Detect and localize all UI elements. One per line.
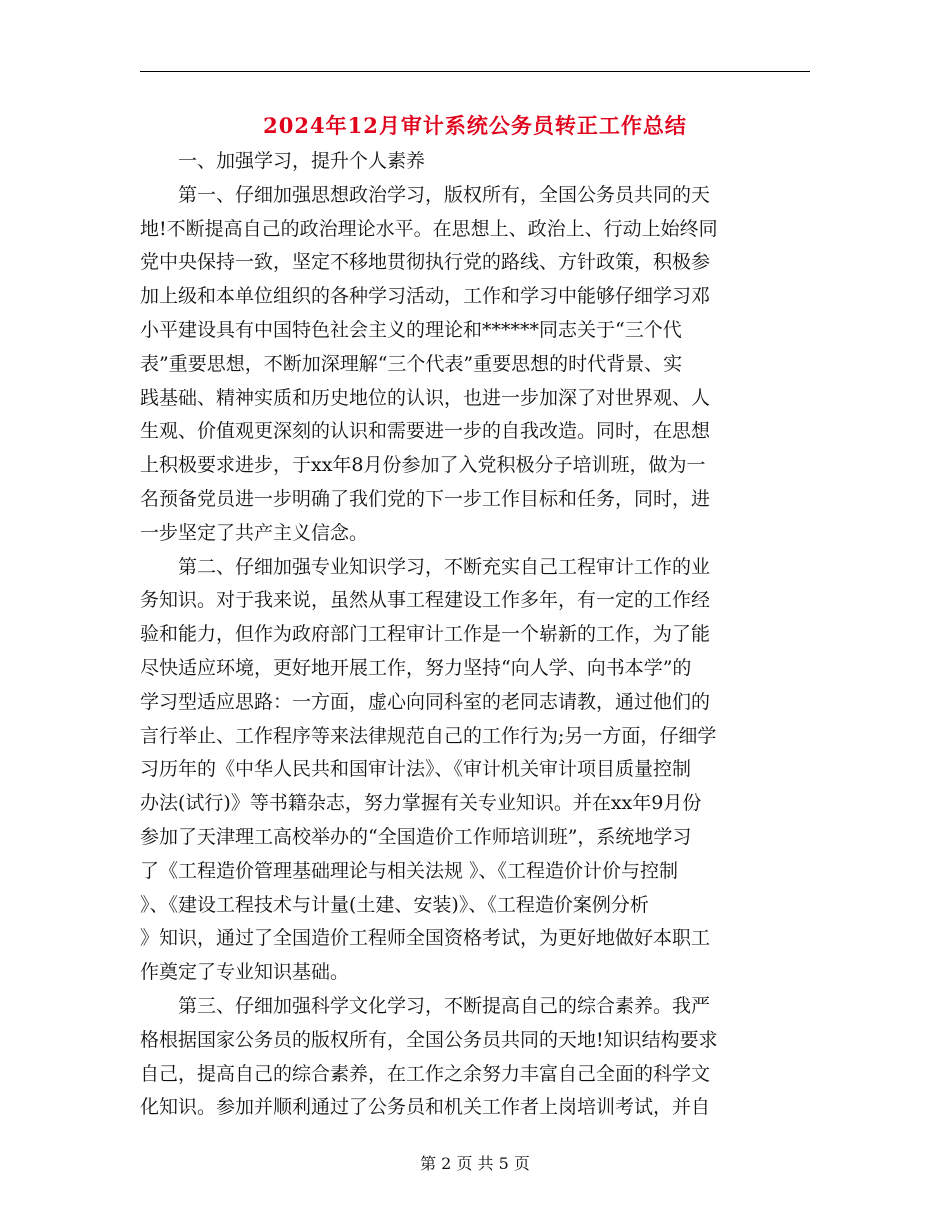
text-line: 尽快适应环境，更好地开展工作，努力坚持“向人学、向书本学”的	[140, 656, 692, 679]
text-line: 作奠定了专业知识基础。	[140, 961, 350, 984]
text-line: 自己，提高自己的综合素养，在工作之余努力丰富自己全面的科学文	[140, 1062, 711, 1085]
text-line: 习历年的《中华人民共和国审计法》、《审计机关审计项目质量控制	[140, 758, 692, 781]
text-line: 一、加强学习，提升个人素养	[140, 150, 426, 172]
text-line: 务知识。对于我来说，虽然从事工程建设工作多年，有一定的工作经	[140, 589, 711, 612]
text-line: 第一、仔细加强思想政治学习，版权所有，全国公务员共同的天	[140, 183, 711, 206]
header-rule	[140, 71, 810, 72]
document-body	[140, 145, 796, 1125]
text-line: 化知识。参加并顺利通过了公务员和机关工作者上岗培训考试，并自	[140, 1096, 711, 1119]
text-line: 格根据国家公务员的版权所有，全国公务员共同的天地!知识结构要求	[140, 1028, 718, 1051]
text-line: 生观、价值观更深刻的认识和需要进一步的自我改造。同时，在思想	[140, 420, 711, 443]
text-line: 小平建设具有中国特色社会主义的理论和******同志关于“三个代	[140, 318, 682, 341]
text-line: 上积极要求进步，于xx年8月份参加了入党积极分子培训班，做为一	[140, 454, 706, 477]
text-line: 言行举止、工作程序等来法律规范自己的工作行为;另一方面，仔细学	[140, 724, 717, 747]
text-line: 学习型适应思路：一方面，虚心向同科室的老同志请教，通过他们的	[140, 690, 711, 713]
text-line: 了《工程造价管理基础理论与相关法规 》、《工程造价计价与控制	[140, 859, 679, 882]
text-line: 名预备党员进一步明确了我们党的下一步工作目标和任务，同时，进	[140, 487, 711, 510]
text-line: 加上级和本单位组织的各种学习活动，工作和学习中能够仔细学习邓	[140, 285, 711, 308]
text-line: 一步坚定了共产主义信念。	[140, 521, 369, 544]
text-line: 参加了天津理工高校举办的“全国造价工作师培训班”，系统地学习	[140, 825, 692, 848]
text-line: 第二、仔细加强专业知识学习，不断充实自己工程审计工作的业	[140, 555, 711, 578]
text-line: 表”重要思想，不断加深理解“三个代表”重要思想的时代背景、实	[140, 352, 683, 375]
page-footer: 第 2 页 共 5 页	[420, 1154, 530, 1173]
text-line: 践基础、精神实质和历史地位的认识，也进一步加深了对世界观、人	[140, 386, 711, 409]
text-line: 》、《建设工程技术与计量(土建、安装)》、《工程造价案例分析	[140, 893, 649, 916]
text-line: 办法(试行)》等书籍杂志，努力掌握有关专业知识。并在xx年9月份	[140, 792, 702, 815]
text-line: 地!不断提高自己的政治理论水平。在思想上、政治上、行动上始终同	[140, 217, 718, 240]
text-line: 党中央保持一致，坚定不移地贯彻执行党的路线、方针政策，积极参	[140, 251, 711, 274]
text-line: 验和能力，但作为政府部门工程审计工作是一个崭新的工作，为了能	[140, 623, 711, 646]
text-line: 第三、仔细加强科学文化学习，不断提高自己的综合素养。我严	[140, 994, 711, 1017]
document-title: 2024年12月审计系统公务员转正工作总结	[263, 113, 687, 138]
text-line: 》知识，通过了全国造价工程师全国资格考试，为更好地做好本职工	[140, 927, 711, 950]
